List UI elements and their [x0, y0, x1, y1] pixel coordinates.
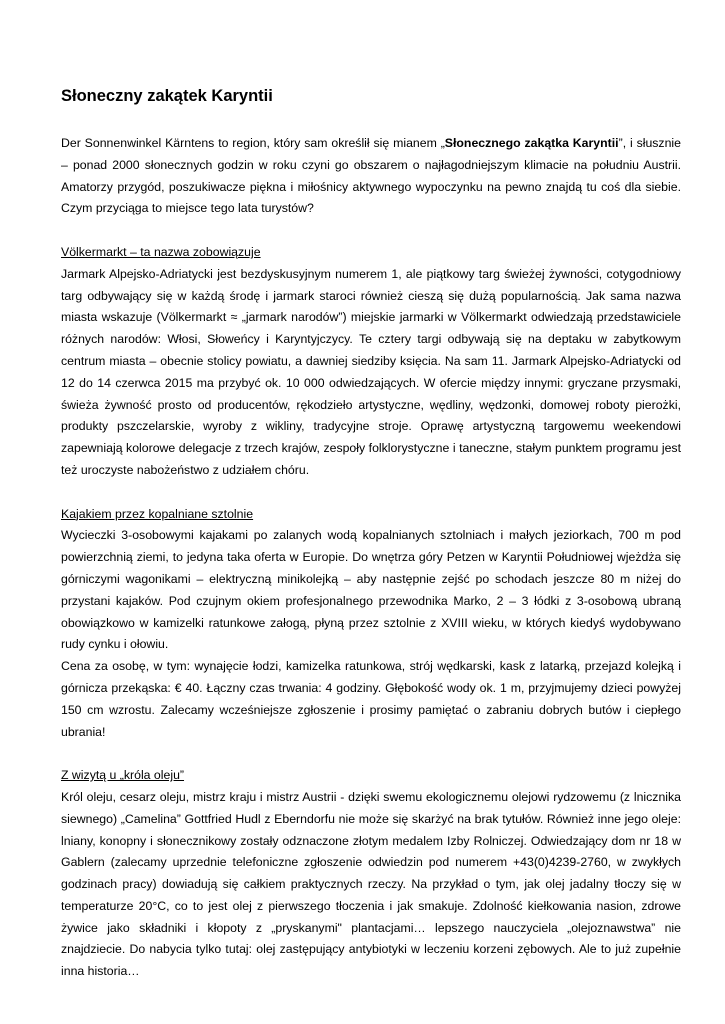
- section-oil-king: [61, 765, 681, 983]
- spacer: [61, 743, 681, 765]
- document-page: [61, 86, 681, 983]
- section-volkermarkt: [61, 242, 681, 482]
- intro-text-bold: Słonecznego zakątka Karyntii: [444, 136, 619, 150]
- spacer: [61, 220, 681, 242]
- section-heading: Völkermarkt – ta nazwa zobowiązuje: [61, 244, 261, 259]
- section-paragraph: Jarmark Alpejsko-Adriatycki jest bezdyskusyjnym numerem 1, ale piątkowy targ świeżej żywności, cotygodniowy targ odbywający się w każdą środę i jarmark staroci również cieszą się dużą popularnością. Jak sama nazwa miasta wskazuje (Völkermarkt ≈ „jarmark narodów”) miejskie jarmarki w Völkermarkt odwiedzają przedstawiciele różnych narodów: Włosi, Słoweńcy i Karyntyjczycy. Te cztery targi odbywają się na deptaku w zabytkowym centrum miasta – obecnie stolicy powiatu, a dawniej siedziby księcia. Na sam 11. Jarmark Alpejsko-Adriatycki od 12 do 14 czerwca 2015 ma przybyć ok. 10 000 odwiedzających. W ofercie między innymi: gryczane przysmaki, świeża żywność prosto od producentów, rękodzieło artystyczne, wędliny, wędzonki, domowej roboty pierożki, produkty pszczelarskie, wyroby z wikliny, tradycyjne stroje. Oprawę artystyczną targowemu weekendowi zapewniają kolorowe delegacje z trzech krajów, zespoły folklorystyczne i taneczne, stałym punktem programu jest też uroczyste nabożeństwo z udziałem chóru.: [61, 266, 681, 477]
- intro-text-after: ”, i słusznie – ponad 2000 słonecznych godzin w roku czyni go obszarem o najłagodniejszym klimacie na południu Austrii. Amatorzy przygód, poszukiwacze piękna i miłośnicy aktywnego wypoczynku na pewno znajdą tu coś dla siebie. Czym przyciąga to miejsce tego lata turystów?: [61, 136, 681, 216]
- section-kayak: [61, 504, 681, 744]
- intro-text-before: Der Sonnenwinkel Kärntens to region, który sam określił się mianem „: [61, 136, 445, 150]
- section-paragraph: Król oleju, cesarz oleju, mistrz kraju i mistrz Austrii - dzięki swemu ekologicznemu olejowi rydzowemu (z lnicznika siewnego) „Camelina” Gottfried Hudl z Eberndorfu nie może się skarżyć na brak tytułów. Również inne jego oleje: lniany, konopny i słonecznikowy zostały odznaczone złotym medalem Izby Rolniczej. Odwiedzający dom nr 18 w Gablern (zalecamy uprzednie telefoniczne zgłoszenie odwiedzin pod numerem +43(0)4239-2760, w zwykłych godzinach pracy) dowiadują się całkiem praktycznych rzeczy. Na przykład o tym, jak olej jadalny tłoczy się w temperaturze 20°C, co to jest olej z pierwszego tłoczenia i jak smakuje. Zdolność kiełkowania nasion, zdrowe żywice jako składniki i kłopoty z „pryskanymi" plantacjami… lepszego nauczyciela „olejoznawstwa” nie znajdziecie. Do nabycia tylko tutaj: olej zastępujący antybiotyki w leczeniu korzeni zębowych. Ale to już zupełnie inna historia…: [61, 789, 681, 979]
- document-title: Słoneczny zakątek Karyntii: [61, 87, 273, 105]
- section-paragraph: Cena za osobę, w tym: wynajęcie łodzi, kamizelka ratunkowa, strój wędkarski, kask z latarką, przejazd kolejką i górnicza przekąska: € 40. Łączny czas trwania: 4 godziny. Głębokość wody ok. 1 m, przyjmujemy dzieci powyżej 150 cm wzrostu. Zalecamy wcześniejsze zgłoszenie i prosimy pamiętać o zabraniu dobrych butów i ciepłego ubrania!: [61, 659, 681, 739]
- spacer: [61, 482, 681, 504]
- section-paragraph: Wycieczki 3-osobowymi kajakami po zalanych wodą kopalnianych sztolniach i małych jeziorkach, 700 m pod powierzchnią ziemi, to jedyna taka oferta w Europie. Do wnętrza góry Petzen w Karyntii Południowej wjeżdża się górniczymi wagonikami – elektryczną minikolejką – aby następnie zejść po schodach jeszcze 80 m niżej do przystani kajaków. Pod czujnym okiem profesjonalnego przewodnika Marko, 2 – 3 łódki z 3-osobową ubraną obowiązkowo w kamizelki ratunkowe załogą, płyną przez sztolnie z XVIII wieku, w których kiedyś wydobywano rudy cynku i ołowiu.: [61, 528, 681, 652]
- section-heading: Kajakiem przez kopalniane sztolnie: [61, 506, 254, 521]
- intro-paragraph: [61, 133, 681, 220]
- section-heading: Z wizytą u „króla oleju”: [61, 768, 185, 783]
